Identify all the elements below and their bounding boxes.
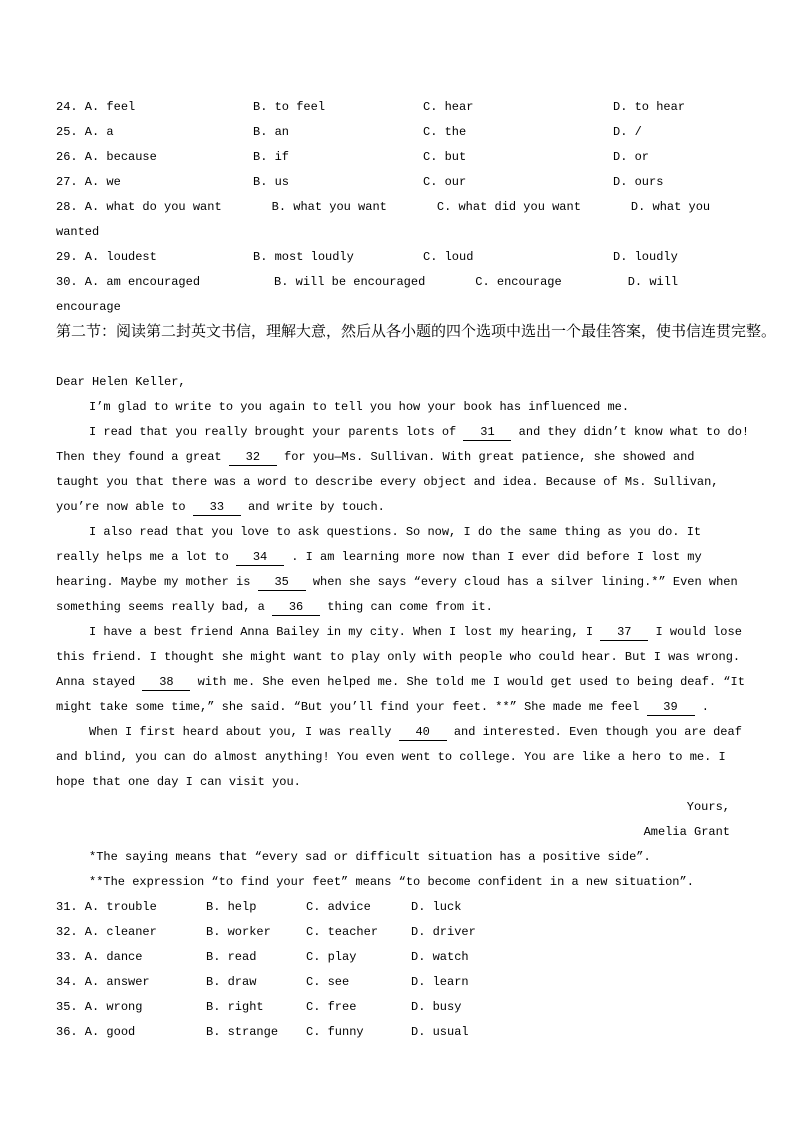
blank-31: 31 bbox=[463, 424, 511, 441]
question-row-36 bbox=[56, 1020, 738, 1045]
option-text: draw bbox=[227, 975, 257, 989]
text-segment: When I first heard about you, I was really bbox=[89, 725, 399, 739]
option-33-D bbox=[411, 945, 469, 970]
option-text: what you wanted bbox=[56, 200, 711, 239]
blank-38: 38 bbox=[142, 674, 190, 691]
option-text: read bbox=[227, 950, 257, 964]
text-segment: I’m glad to write to you again to tell you how your book has influenced me. bbox=[89, 400, 630, 414]
option-text: feel bbox=[106, 100, 136, 114]
text-segment: and blind, you can do almost anything! You even went to college. You are like a hero to me. I bbox=[56, 750, 726, 764]
option-text: good bbox=[106, 1025, 136, 1039]
question-row-32 bbox=[56, 920, 738, 945]
option-label: D. bbox=[411, 950, 433, 964]
text-segment: and interested. Even though you are deaf bbox=[446, 725, 742, 739]
option-text: am encouraged bbox=[106, 275, 201, 289]
option-27-C bbox=[423, 170, 613, 195]
option-text: worker bbox=[227, 925, 271, 939]
option-24-A bbox=[56, 95, 253, 120]
option-label: D. bbox=[613, 100, 635, 114]
question-row-27 bbox=[56, 170, 738, 195]
option-text: most loudly bbox=[274, 250, 354, 264]
option-35-C bbox=[306, 995, 411, 1020]
option-text: answer bbox=[106, 975, 150, 989]
letter-line bbox=[56, 520, 738, 545]
option-text: help bbox=[227, 900, 257, 914]
option-text: what did you want bbox=[458, 200, 581, 214]
option-label: D. bbox=[627, 275, 650, 289]
question-row-35 bbox=[56, 995, 738, 1020]
question-row-30 bbox=[56, 270, 738, 320]
text-segment: Then they found a great bbox=[56, 450, 229, 464]
text-segment: Anna stayed bbox=[56, 675, 143, 689]
option-text: advice bbox=[327, 900, 371, 914]
option-label: C. bbox=[306, 900, 328, 914]
option-label: C. bbox=[306, 925, 328, 939]
footnote-line bbox=[56, 845, 738, 870]
question-row-33 bbox=[56, 945, 738, 970]
text-segment: and write by touch. bbox=[240, 500, 385, 514]
option-text: learn bbox=[432, 975, 469, 989]
option-text: an bbox=[274, 125, 290, 139]
option-label: B. bbox=[253, 150, 275, 164]
blank-39: 39 bbox=[647, 699, 695, 716]
option-label: B. bbox=[206, 925, 228, 939]
text-segment: I would lose bbox=[648, 625, 742, 639]
option-text: busy bbox=[432, 1000, 462, 1014]
option-label: B. bbox=[206, 900, 228, 914]
option-27-A bbox=[56, 170, 253, 195]
text-segment: hope that one day I can visit you. bbox=[56, 775, 301, 789]
option-24-D bbox=[613, 95, 685, 120]
option-label: D. bbox=[613, 125, 635, 139]
option-34-C bbox=[306, 970, 411, 995]
option-text: what do you want bbox=[106, 200, 222, 214]
option-text: but bbox=[444, 150, 467, 164]
footnotes bbox=[56, 845, 738, 895]
letter-line bbox=[56, 545, 738, 570]
option-29-C bbox=[423, 245, 613, 270]
option-32-C bbox=[306, 920, 411, 945]
option-text: trouble bbox=[106, 900, 157, 914]
letter-line bbox=[56, 445, 738, 470]
letter-line bbox=[56, 470, 738, 495]
text-segment: Amelia Grant bbox=[643, 825, 730, 839]
option-label: 25. A. bbox=[56, 125, 107, 139]
option-27-D bbox=[613, 170, 663, 195]
letter-line bbox=[56, 395, 738, 420]
option-label: 33. A. bbox=[56, 950, 107, 964]
option-36-D bbox=[411, 1020, 469, 1045]
option-35-A bbox=[56, 995, 206, 1020]
letter-body bbox=[56, 370, 750, 845]
option-27-B bbox=[253, 170, 423, 195]
letter-line bbox=[56, 620, 742, 645]
option-24-C bbox=[423, 95, 613, 120]
question-row-34 bbox=[56, 970, 738, 995]
question-row-24 bbox=[56, 95, 738, 120]
option-label: D. bbox=[411, 1000, 433, 1014]
option-26-A bbox=[56, 145, 253, 170]
option-label: B. bbox=[253, 250, 275, 264]
option-25-A bbox=[56, 120, 253, 145]
text-segment: *The saying means that “every sad or difficult situation has a positive side”. bbox=[89, 850, 651, 864]
option-26-C bbox=[423, 145, 613, 170]
option-28-B bbox=[272, 200, 387, 214]
option-label: 31. A. bbox=[56, 900, 107, 914]
text-segment: when she says “every cloud has a silver lining.*” Even when bbox=[305, 575, 738, 589]
blank-36: 36 bbox=[272, 599, 320, 616]
option-text: to hear bbox=[634, 100, 686, 114]
text-segment: you’re now able to bbox=[56, 500, 193, 514]
option-label: C. bbox=[306, 950, 328, 964]
option-30-C bbox=[475, 275, 561, 289]
option-text: to feel bbox=[274, 100, 326, 114]
letter-line bbox=[56, 495, 738, 520]
option-text: us bbox=[274, 175, 290, 189]
option-label: C. bbox=[306, 975, 328, 989]
option-34-B bbox=[206, 970, 306, 995]
option-label: C. bbox=[423, 150, 445, 164]
option-label: 36. A. bbox=[56, 1025, 107, 1039]
option-label: 26. A. bbox=[56, 150, 107, 164]
blank-33: 33 bbox=[193, 499, 241, 516]
option-33-A bbox=[56, 945, 206, 970]
option-text: if bbox=[274, 150, 290, 164]
option-25-B bbox=[253, 120, 423, 145]
letter-line bbox=[56, 745, 738, 770]
option-35-D bbox=[411, 995, 461, 1020]
option-36-A bbox=[56, 1020, 206, 1045]
text-segment: might take some time,” she said. “But you’ll find your feet. **” She made me feel bbox=[56, 700, 647, 714]
letter-line bbox=[56, 720, 742, 745]
option-label: C. bbox=[436, 200, 459, 214]
blank-35: 35 bbox=[258, 574, 306, 591]
text-segment: I read that you really brought your parents lots of bbox=[89, 425, 464, 439]
text-segment: taught you that there was a word to describe every object and idea. Because of Ms. Sullivan, bbox=[56, 475, 719, 489]
option-text: will encourage bbox=[56, 275, 679, 314]
option-34-A bbox=[56, 970, 206, 995]
option-label: D. bbox=[630, 200, 653, 214]
option-text: see bbox=[327, 975, 350, 989]
text-segment: really helps me a lot to bbox=[56, 550, 237, 564]
option-label: B. bbox=[274, 275, 296, 289]
option-34-D bbox=[411, 970, 469, 995]
option-text: loudest bbox=[106, 250, 157, 264]
option-33-C bbox=[306, 945, 411, 970]
option-label: C. bbox=[475, 275, 497, 289]
option-label: D. bbox=[411, 975, 433, 989]
text-segment: with me. She even helped me. She told me I would get used to being deaf. “It bbox=[190, 675, 745, 689]
letter-signature-line bbox=[56, 795, 730, 820]
blank-line bbox=[56, 345, 738, 370]
text-segment: thing can come from it. bbox=[320, 600, 493, 614]
option-text: teacher bbox=[327, 925, 379, 939]
option-text: a bbox=[106, 125, 114, 139]
option-text: luck bbox=[432, 900, 462, 914]
option-text: driver bbox=[432, 925, 476, 939]
option-text: free bbox=[327, 1000, 357, 1014]
option-32-A bbox=[56, 920, 206, 945]
text-segment: this friend. I thought she might want to play only with people who could hear. But I was wrong. bbox=[56, 650, 741, 664]
option-31-C bbox=[306, 895, 411, 920]
question-row-31 bbox=[56, 895, 738, 920]
option-text: funny bbox=[327, 1025, 364, 1039]
text-segment: I also read that you love to ask questions. So now, I do the same thing as you do. It bbox=[89, 525, 702, 539]
option-26-D bbox=[613, 145, 649, 170]
option-35-B bbox=[206, 995, 306, 1020]
option-text: what you want bbox=[293, 200, 387, 214]
option-text: or bbox=[634, 150, 650, 164]
option-text: wrong bbox=[106, 1000, 143, 1014]
question-row-28 bbox=[56, 195, 738, 245]
option-36-B bbox=[206, 1020, 306, 1045]
text-segment: and they didn’t know what to do! bbox=[511, 425, 750, 439]
option-text: / bbox=[634, 125, 642, 139]
option-30-A bbox=[56, 275, 200, 289]
option-label: 35. A. bbox=[56, 1000, 107, 1014]
option-text: cleaner bbox=[106, 925, 157, 939]
text-segment: Dear Helen Keller, bbox=[56, 375, 186, 389]
option-label: B. bbox=[253, 100, 275, 114]
option-label: B. bbox=[253, 175, 275, 189]
option-label: 32. A. bbox=[56, 925, 107, 939]
option-label: 34. A. bbox=[56, 975, 107, 989]
blank-32: 32 bbox=[229, 449, 277, 466]
option-30-B bbox=[274, 275, 425, 289]
letter-line bbox=[56, 370, 738, 395]
option-label: D. bbox=[613, 150, 635, 164]
text-segment: something seems really bad, a bbox=[56, 600, 273, 614]
option-text: ours bbox=[634, 175, 664, 189]
option-label: C. bbox=[423, 100, 445, 114]
option-label: C. bbox=[306, 1000, 328, 1014]
option-label: D. bbox=[411, 925, 433, 939]
question-row-26 bbox=[56, 145, 738, 170]
option-28-A bbox=[56, 200, 222, 214]
text-segment: I have a best friend Anna Bailey in my city. When I lost my hearing, I bbox=[89, 625, 601, 639]
option-text: loud bbox=[444, 250, 474, 264]
option-label: D. bbox=[613, 175, 635, 189]
option-29-D bbox=[613, 245, 678, 270]
option-text: will be encouraged bbox=[295, 275, 426, 289]
option-text: hear bbox=[444, 100, 474, 114]
letter-line bbox=[56, 770, 738, 795]
option-text: play bbox=[327, 950, 357, 964]
blank-34: 34 bbox=[236, 549, 284, 566]
letter-line bbox=[56, 695, 738, 720]
option-label: B. bbox=[253, 125, 275, 139]
text-segment: **The expression “to find your feet” means “to become confident in a new situation”. bbox=[89, 875, 694, 889]
section-2-instruction: 第二节：阅读第二封英文书信，理解大意，然后从各小题的四个选项中选出一个最佳答案，使书信连贯完整。 bbox=[56, 324, 777, 341]
option-label: C. bbox=[306, 1025, 328, 1039]
option-31-B bbox=[206, 895, 306, 920]
option-label: B. bbox=[206, 1025, 228, 1039]
text-segment: hearing. Maybe my mother is bbox=[56, 575, 258, 589]
option-label: D. bbox=[411, 1025, 433, 1039]
option-33-B bbox=[206, 945, 306, 970]
option-label: C. bbox=[423, 125, 445, 139]
question-row-25 bbox=[56, 120, 738, 145]
question-row-29 bbox=[56, 245, 738, 270]
letter-line bbox=[56, 645, 741, 670]
option-text: encourage bbox=[496, 275, 562, 289]
option-label: D. bbox=[613, 250, 635, 264]
option-36-C bbox=[306, 1020, 411, 1045]
option-label: B. bbox=[206, 1000, 228, 1014]
option-29-B bbox=[253, 245, 423, 270]
questions-24-30 bbox=[56, 95, 738, 320]
letter-line bbox=[56, 570, 738, 595]
option-label: 30. A. bbox=[56, 275, 107, 289]
blank-40: 40 bbox=[399, 724, 447, 741]
text-segment: for you—Ms. Sullivan. With great patience, she showed and bbox=[276, 450, 695, 464]
option-label: B. bbox=[206, 975, 228, 989]
option-25-C bbox=[423, 120, 613, 145]
text-segment: . I am learning more now than I ever did before I lost my bbox=[284, 550, 702, 564]
letter-line bbox=[56, 595, 738, 620]
option-label: B. bbox=[206, 950, 228, 964]
option-label: 28. A. bbox=[56, 200, 107, 214]
option-label: 24. A. bbox=[56, 100, 107, 114]
option-text: usual bbox=[432, 1025, 469, 1039]
text-segment: . bbox=[694, 700, 709, 714]
option-label: C. bbox=[423, 175, 445, 189]
option-32-B bbox=[206, 920, 306, 945]
option-text: we bbox=[106, 175, 121, 189]
text-segment: Yours, bbox=[686, 800, 730, 814]
letter-line bbox=[56, 670, 745, 695]
option-32-D bbox=[411, 920, 476, 945]
option-31-D bbox=[411, 895, 461, 920]
option-28-C bbox=[437, 200, 581, 214]
option-label: 27. A. bbox=[56, 175, 107, 189]
option-text: right bbox=[227, 1000, 264, 1014]
option-label: C. bbox=[423, 250, 445, 264]
option-text: dance bbox=[106, 950, 143, 964]
option-31-A bbox=[56, 895, 206, 920]
option-label: B. bbox=[271, 200, 294, 214]
letter-line bbox=[56, 420, 750, 445]
blank-37: 37 bbox=[600, 624, 648, 641]
option-24-B bbox=[253, 95, 423, 120]
option-label: 29. A. bbox=[56, 250, 107, 264]
option-29-A bbox=[56, 245, 253, 270]
letter-signature-line bbox=[56, 820, 730, 845]
option-text: the bbox=[444, 125, 467, 139]
option-text: loudly bbox=[634, 250, 678, 264]
option-text: strange bbox=[227, 1025, 279, 1039]
option-25-D bbox=[613, 120, 642, 145]
option-26-B bbox=[253, 145, 423, 170]
questions-31-36 bbox=[56, 895, 738, 1045]
option-text: because bbox=[106, 150, 157, 164]
option-text: our bbox=[444, 175, 467, 189]
footnote-line bbox=[56, 870, 738, 895]
option-label: D. bbox=[411, 900, 433, 914]
option-text: watch bbox=[432, 950, 469, 964]
